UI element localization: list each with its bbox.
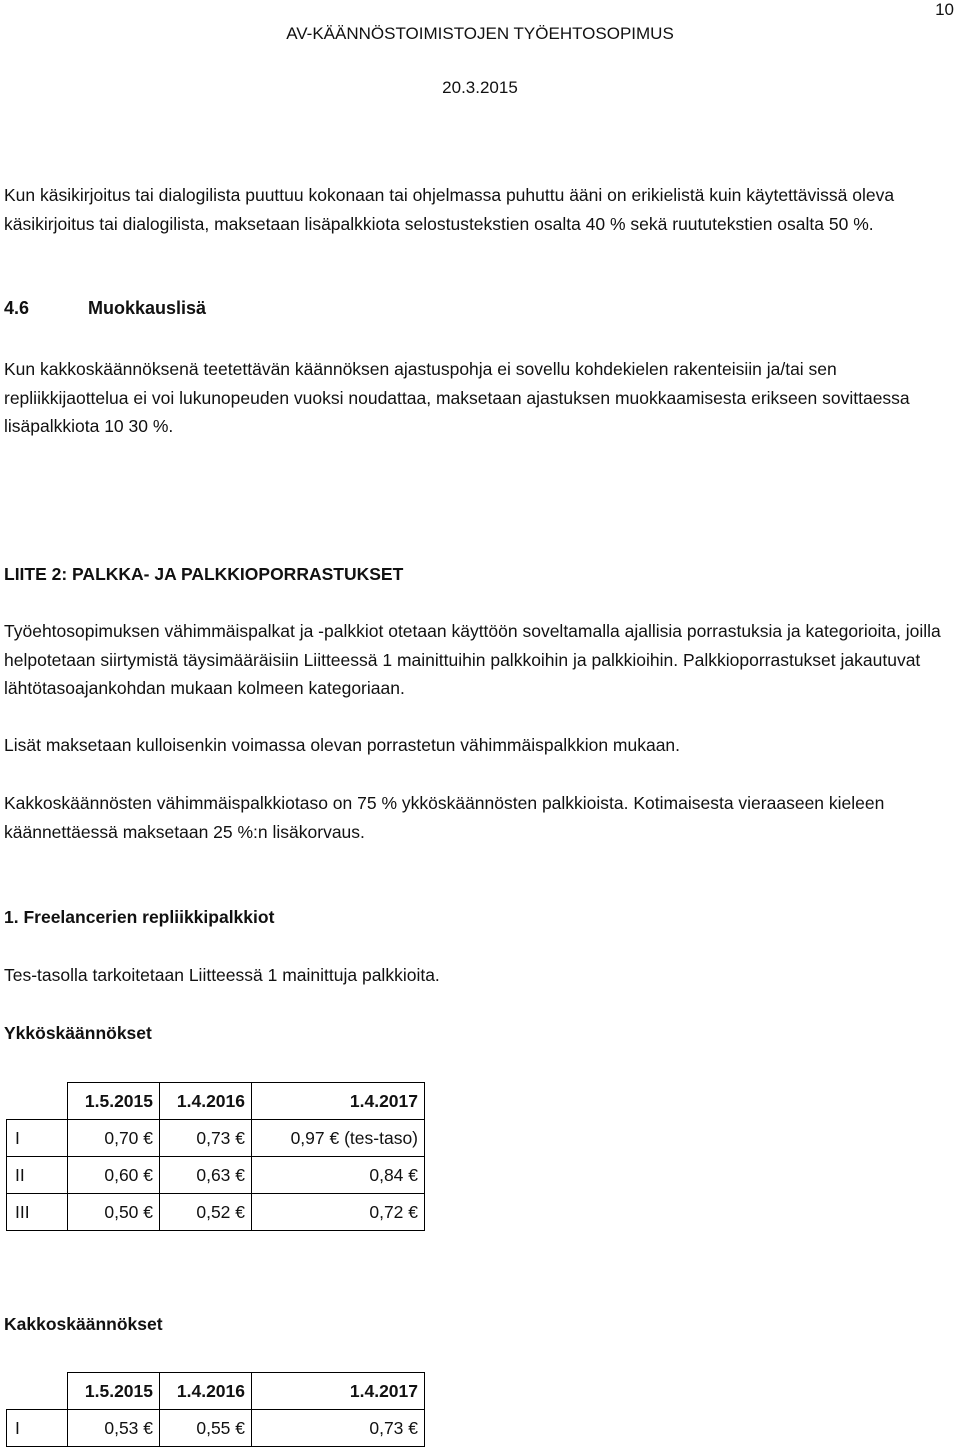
- row-label: II: [7, 1157, 68, 1194]
- table-header-row: [7, 1083, 425, 1120]
- section-1-text: Tes-tasolla tarkoitetaan Liitteessä 1 mainittuja palkkioita.: [4, 965, 440, 985]
- table-cell: 0,73 €: [252, 1410, 425, 1447]
- intro-paragraph: Kun käsikirjoitus tai dialogilista puuttuu kokonaan tai ohjelmassa puhuttu ääni on erikielistä kuin käytettävissä oleva käsikirjoitus tai dialogilista, maksetaan lisäpalkkiota selostustekstien osalta 40 % sekä ruututekstien osalta 50 %.: [4, 185, 895, 234]
- table-header-cell: 1.4.2017: [252, 1083, 425, 1120]
- table-cell: 0,63 €: [160, 1157, 252, 1194]
- appendix-title: LIITE 2: PALKKA- JA PALKKIOPORRASTUKSET: [4, 564, 404, 584]
- section-4-6-heading: [4, 298, 206, 319]
- table-cell: 0,55 €: [160, 1410, 252, 1447]
- appendix-paragraph-1: Työehtosopimuksen vähimmäispalkat ja -palkkiot otetaan käyttöön soveltamalla ajallisia porrastuksia ja kategorioita, joilla helpotetaan siirtymistä täysimääräisiin Liitteessä 1 mainittuihin palkkoihin ja palkkioihin. Palkkioporrastukset jakautuvat lähtötasoajankohdan mukaan kolmeen kategoriaan.: [4, 621, 941, 698]
- table-cell: 0,60 €: [68, 1157, 160, 1194]
- table-cell: 0,72 €: [252, 1194, 425, 1231]
- table-cell: 0,84 €: [252, 1157, 425, 1194]
- table-cell: 0,97 € (tes-taso): [252, 1120, 425, 1157]
- document-date: 20.3.2015: [442, 78, 518, 97]
- table-header-cell: 1.5.2015: [68, 1083, 160, 1120]
- table-cell: 0,73 €: [160, 1120, 252, 1157]
- kakkos-rate-table: [6, 1372, 425, 1447]
- table-header-cell: 1.4.2016: [160, 1083, 252, 1120]
- table-header-cell: 1.4.2017: [252, 1373, 425, 1410]
- table-corner-cell: [7, 1083, 68, 1120]
- table-cell: 0,53 €: [68, 1410, 160, 1447]
- table-header-cell: 1.5.2015: [68, 1373, 160, 1410]
- kakkos-table-title: Kakkoskäännökset: [4, 1314, 163, 1334]
- section-1-title: 1. Freelancerien repliikkipalkkiot: [4, 907, 275, 927]
- table-row: [7, 1410, 425, 1447]
- table-corner-cell: [7, 1373, 68, 1410]
- table-cell: 0,52 €: [160, 1194, 252, 1231]
- table-cell: 0,70 €: [68, 1120, 160, 1157]
- ykkos-rate-table: [6, 1082, 425, 1231]
- table-row: [7, 1194, 425, 1231]
- row-label: I: [7, 1410, 68, 1447]
- section-4-6-title: Muokkauslisä: [88, 298, 207, 318]
- page-number: 10: [935, 0, 954, 19]
- document-title: AV-KÄÄNNÖSTOIMISTOJEN TYÖEHTOSOPIMUS: [286, 24, 674, 43]
- appendix-paragraph-2: Lisät maksetaan kulloisenkin voimassa olevan porrastetun vähimmäispalkkion mukaan.: [4, 735, 681, 755]
- section-4-6-number: 4.6: [4, 298, 30, 318]
- table-cell: 0,50 €: [68, 1194, 160, 1231]
- row-label: I: [7, 1120, 68, 1157]
- appendix-paragraph-3: Kakkoskäännösten vähimmäispalkkiotaso on 75 % ykköskäännösten palkkioista. Kotimaisesta vieraaseen kieleen käännettäessä maksetaan 25 %:n lisäkorvaus.: [4, 793, 885, 842]
- ykkos-table-title: Ykköskäännökset: [4, 1023, 152, 1043]
- row-label: III: [7, 1194, 68, 1231]
- table-header-cell: 1.4.2016: [160, 1373, 252, 1410]
- table-row: [7, 1157, 425, 1194]
- table-header-row: [7, 1373, 425, 1410]
- section-4-6-text: Kun kakkoskäännöksenä teetettävän käännöksen ajastuspohja ei sovellu kohdekielen rakenteisiin ja/tai sen repliikkijaottelua ei voi lukunopeuden vuoksi noudattaa, maksetaan ajastuksen muokkaamisesta erikseen sovittaessa lisäpalkkiota 10 30 %.: [4, 359, 910, 436]
- table-row: [7, 1120, 425, 1157]
